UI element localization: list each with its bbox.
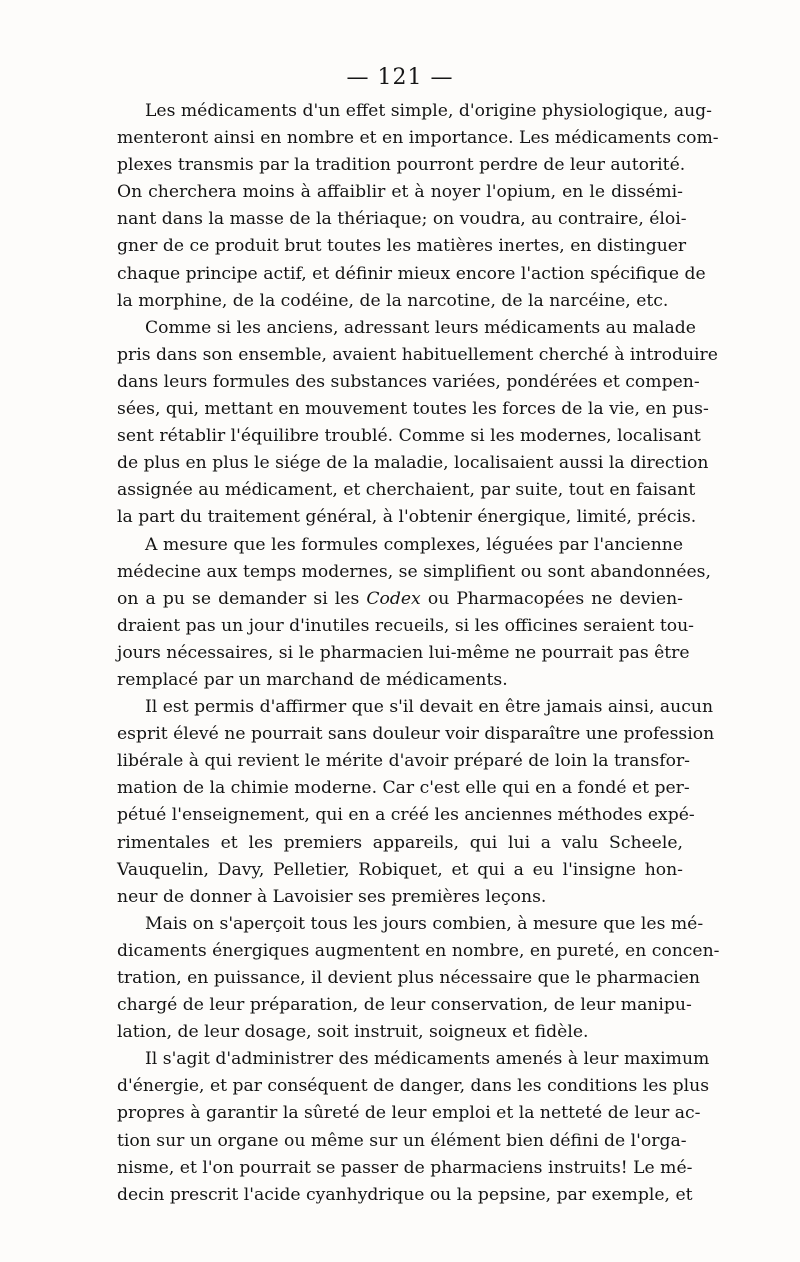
- text-line: rimentales et les premiers appareils, qui lui a valu Scheele,: [117, 832, 683, 853]
- paragraph: [117, 1046, 710, 1209]
- text-line: neur de donner à Lavoisier ses premières leçons.: [117, 886, 547, 907]
- text-line: assignée au médicament, et cherchaient, par suite, tout en faisant: [117, 480, 696, 501]
- text-line: plexes transmis par la tradition pourront perdre de leur autorité.: [117, 155, 686, 176]
- paragraph: [117, 98, 719, 315]
- text-line: decin prescrit l'acide cyanhydrique ou la pepsine, par exemple, et: [117, 1184, 693, 1205]
- text-line: nant dans la masse de la thériaque; on voudra, au contraire, éloi-: [117, 209, 687, 230]
- text-line: gner de ce produit brut toutes les matières inertes, en distinguer: [117, 236, 687, 257]
- text-line: draient pas un jour d'inutiles recueils, si les officines seraient tou-: [117, 615, 694, 636]
- paragraph: [117, 911, 720, 1046]
- text-line: sées, qui, mettant en mouvement toutes les forces de la vie, en pus-: [117, 399, 709, 420]
- text-line: Comme si les anciens, adressant leurs médicaments au malade: [145, 317, 696, 338]
- text-line: Mais on s'aperçoit tous les jours combien, à mesure que les mé-: [145, 913, 704, 934]
- text-line: d'énergie, et par conséquent de danger, dans les conditions les plus: [117, 1076, 710, 1097]
- page-number: — 121 —: [346, 65, 454, 90]
- paragraph: [117, 315, 718, 532]
- text-line: On cherchera moins à affaiblir et à noyer l'opium, en le dissémi-: [117, 182, 683, 203]
- text-line: chaque principe actif, et définir mieux encore l'action spécifique de: [117, 263, 706, 284]
- text-line: esprit élevé ne pourrait sans douleur voir disparaître une profession: [117, 724, 715, 745]
- body-text: [117, 98, 720, 1209]
- text-line: médecine aux temps modernes, se simplifient ou sont abandonnées,: [117, 561, 711, 582]
- text-line: la morphine, de la codéine, de la narcotine, de la narcéine, etc.: [117, 290, 669, 311]
- text-line: pris dans son ensemble, avaient habituellement cherché à introduire: [117, 344, 718, 365]
- text-line: tion sur un organe ou même sur un élément bien défini de l'orga-: [117, 1130, 687, 1151]
- text-line: de plus en plus le siége de la maladie, localisaient aussi la direction: [117, 453, 709, 474]
- text-line: jours nécessaires, si le pharmacien lui-même ne pourrait pas être: [117, 642, 690, 663]
- text-line: propres à garantir la sûreté de leur emploi et la netteté de leur ac-: [117, 1103, 701, 1124]
- text-line: mation de la chimie moderne. Car c'est elle qui en a fondé et per-: [117, 778, 690, 799]
- text-line: lation, de leur dosage, soit instruit, soigneux et fidèle.: [117, 1022, 589, 1043]
- text-line: Les médicaments d'un effet simple, d'origine physiologique, aug-: [145, 101, 712, 121]
- italic-word: Codex: [366, 588, 421, 609]
- text-line: Vauquelin, Davy, Pelletier, Robiquet, et qui a eu l'insigne hon-: [117, 859, 683, 880]
- text-line: dicaments énergiques augmentent en nombre, en pureté, en concen-: [117, 940, 720, 961]
- text-line: la part du traitement général, à l'obtenir énergique, limité, précis.: [117, 507, 697, 528]
- paragraph: [117, 694, 715, 911]
- text-line: libérale à qui revient le mérite d'avoir préparé de loin la transfor-: [117, 751, 690, 772]
- text-line: pétué l'enseignement, qui en a créé les anciennes méthodes expé-: [117, 805, 695, 826]
- text-line: sent rétablir l'équilibre troublé. Comme si les modernes, localisant: [117, 426, 701, 447]
- text-line: Il s'agit d'administrer des médicaments amenés à leur maximum: [145, 1049, 710, 1070]
- text-line: dans leurs formules des substances variées, pondérées et compen-: [117, 371, 700, 392]
- text-line: Il est permis d'affirmer que s'il devait en être jamais ainsi, aucun: [145, 697, 714, 718]
- text-line: chargé de leur préparation, de leur conservation, de leur manipu-: [117, 995, 692, 1016]
- text-line: nisme, et l'on pourrait se passer de pharmaciens instruits! Le mé-: [117, 1157, 693, 1178]
- paragraph: [117, 532, 711, 695]
- text-line: A mesure que les formules complexes, léguées par l'ancienne: [145, 534, 683, 555]
- text-line-with-italic: on a pu se demander si les Codex ou Pharmacopées ne devien-: [117, 588, 683, 609]
- text-line: tration, en puissance, il devient plus nécessaire que le pharmacien: [117, 968, 700, 988]
- text-line: remplacé par un marchand de médicaments.: [117, 669, 508, 690]
- text-line: menteront ainsi en nombre et en importance. Les médicaments com-: [117, 128, 719, 149]
